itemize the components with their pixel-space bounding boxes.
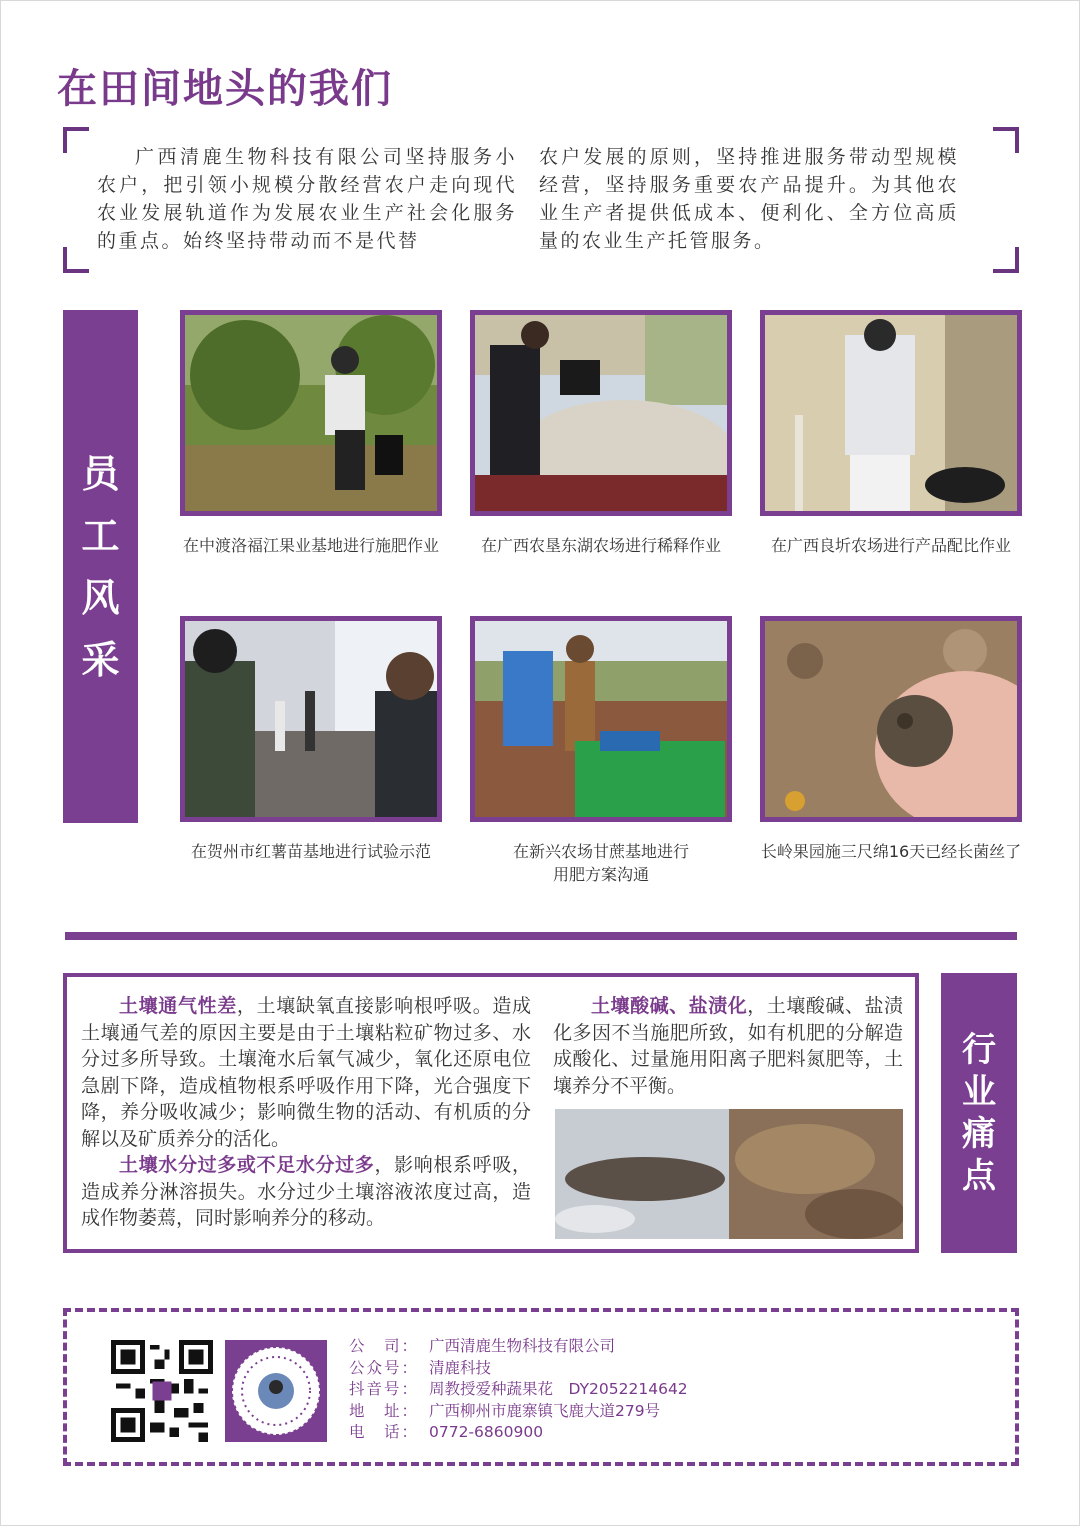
contact-label: 电 话： xyxy=(349,1423,420,1441)
photo-fungus-soil xyxy=(760,616,1022,822)
contact-row-address xyxy=(349,1401,688,1423)
intro-box xyxy=(63,127,1019,273)
photo-caption-line: 在新兴农场甘蔗基地进行 xyxy=(512,842,689,861)
photo-dilution-work xyxy=(470,310,732,516)
contact-value: 广西清鹿生物科技有限公司 xyxy=(429,1337,616,1355)
qr-code-icon xyxy=(111,1340,213,1442)
pain-paragraph xyxy=(81,1152,531,1232)
pain-heading: 土壤酸碱、盐渍化 xyxy=(591,995,748,1017)
contact-label: 公众号： xyxy=(349,1358,420,1377)
contact-info xyxy=(349,1336,688,1444)
section-label-char: 员 xyxy=(81,451,120,496)
contact-label: 地 址： xyxy=(349,1401,420,1420)
section-divider xyxy=(65,932,1017,940)
contact-value: 广西柳州市鹿寨镇飞鹿大道279号 xyxy=(429,1401,661,1420)
section-label-char: 工 xyxy=(81,513,120,558)
contact-value: 周教授爱种蔬果花 DY2052214642 xyxy=(429,1380,688,1398)
contact-label: 抖音号： xyxy=(349,1380,420,1398)
contact-row-phone xyxy=(349,1422,688,1444)
photo-caption: 在中渡洛福江果业基地进行施肥作业 xyxy=(182,536,439,555)
contact-value: 0772-6860900 xyxy=(429,1423,544,1441)
photo-caption: 在广西农垦东湖农场进行稀释作业 xyxy=(480,536,721,555)
pain-section-label xyxy=(941,973,1017,1253)
intro-text-right: 农户发展的原则，坚持推进服务带动型规模经营，坚持服务重要农产品提升。为其他农业生产者提供低成本、便利化、全方位高质量的农业生产托管服务。 xyxy=(539,146,959,252)
pain-body: ，影响根系呼吸，造成养分淋溶损失。水分过少土壤溶液浓度过高，造成作物萎蔫，同时影响养分的移动。 xyxy=(81,1154,531,1229)
section-label-char: 采 xyxy=(81,637,120,682)
contact-row-douyin xyxy=(349,1379,688,1401)
pain-paragraph xyxy=(553,993,903,1099)
bracket-corner xyxy=(993,127,1019,153)
mini-program-code-icon xyxy=(225,1340,327,1442)
photo-caption-line: 用肥方案沟通 xyxy=(552,865,649,884)
section-label-char: 点 xyxy=(962,1156,996,1196)
pain-text-right xyxy=(553,993,903,1099)
pain-heading: 土壤水分过多或不足水分过多 xyxy=(119,1154,375,1176)
photo-caption xyxy=(451,840,751,886)
photo-caption: 长岭果园施三尺绵16天已经长菌丝了 xyxy=(760,842,1022,861)
contact-row-wechat xyxy=(349,1358,688,1380)
contact-row-company xyxy=(349,1336,688,1358)
bracket-corner xyxy=(63,127,89,153)
intro-text-left: 广西清鹿生物科技有限公司坚持服务小农户，把引领小规模分散经营农户走向现代农业发展轨道作为发展农业生产社会化服务的重点。始终坚持带动而不是代替 xyxy=(97,146,517,252)
pain-paragraph xyxy=(81,993,531,1152)
photo-orchard-fertilizing xyxy=(180,310,442,516)
contact-value: 清鹿科技 xyxy=(429,1358,492,1377)
photo-salinized-soil xyxy=(555,1109,903,1239)
photo-caption: 在贺州市红薯苗基地进行试验示范 xyxy=(190,842,431,861)
pain-body: ，土壤酸碱、盐渍化多因不当施肥所致，如有机肥的分解造成酸化、过量施用阳离子肥料氮肥等，土壤养分不平衡。 xyxy=(553,995,903,1097)
photo-product-mixing xyxy=(760,310,1022,516)
pain-text-left xyxy=(81,993,531,1232)
photo-sweet-potato-trial xyxy=(180,616,442,822)
photo-caption: 在广西良圻农场进行产品配比作业 xyxy=(770,536,1011,555)
section-label-char: 业 xyxy=(962,1072,996,1112)
bracket-corner xyxy=(63,247,89,273)
page-title: 在田间地头的我们 xyxy=(57,66,393,112)
photo-sugarcane-consult xyxy=(470,616,732,822)
pain-heading: 土壤通气性差 xyxy=(119,995,237,1017)
pain-body: ，土壤缺氧直接影响根呼吸。造成土壤通气差的原因主要是由于土壤粘粒矿物过多、水分过多所导致。土壤淹水后氧气减少，氧化还原电位急剧下降，造成植物根系呼吸作用下降，光合强度下降，养分吸收减少；影响微生物的活动、有机质的分解以及矿质养分的活化。 xyxy=(81,995,531,1150)
section-label-char: 痛 xyxy=(962,1114,996,1154)
section-label-char: 风 xyxy=(81,575,120,620)
section-label-char: 行 xyxy=(962,1030,996,1070)
staff-section-label xyxy=(63,310,138,823)
bracket-corner xyxy=(993,247,1019,273)
contact-label: 公 司： xyxy=(349,1337,420,1355)
contact-box xyxy=(63,1308,1019,1466)
pain-points-box xyxy=(63,973,919,1253)
